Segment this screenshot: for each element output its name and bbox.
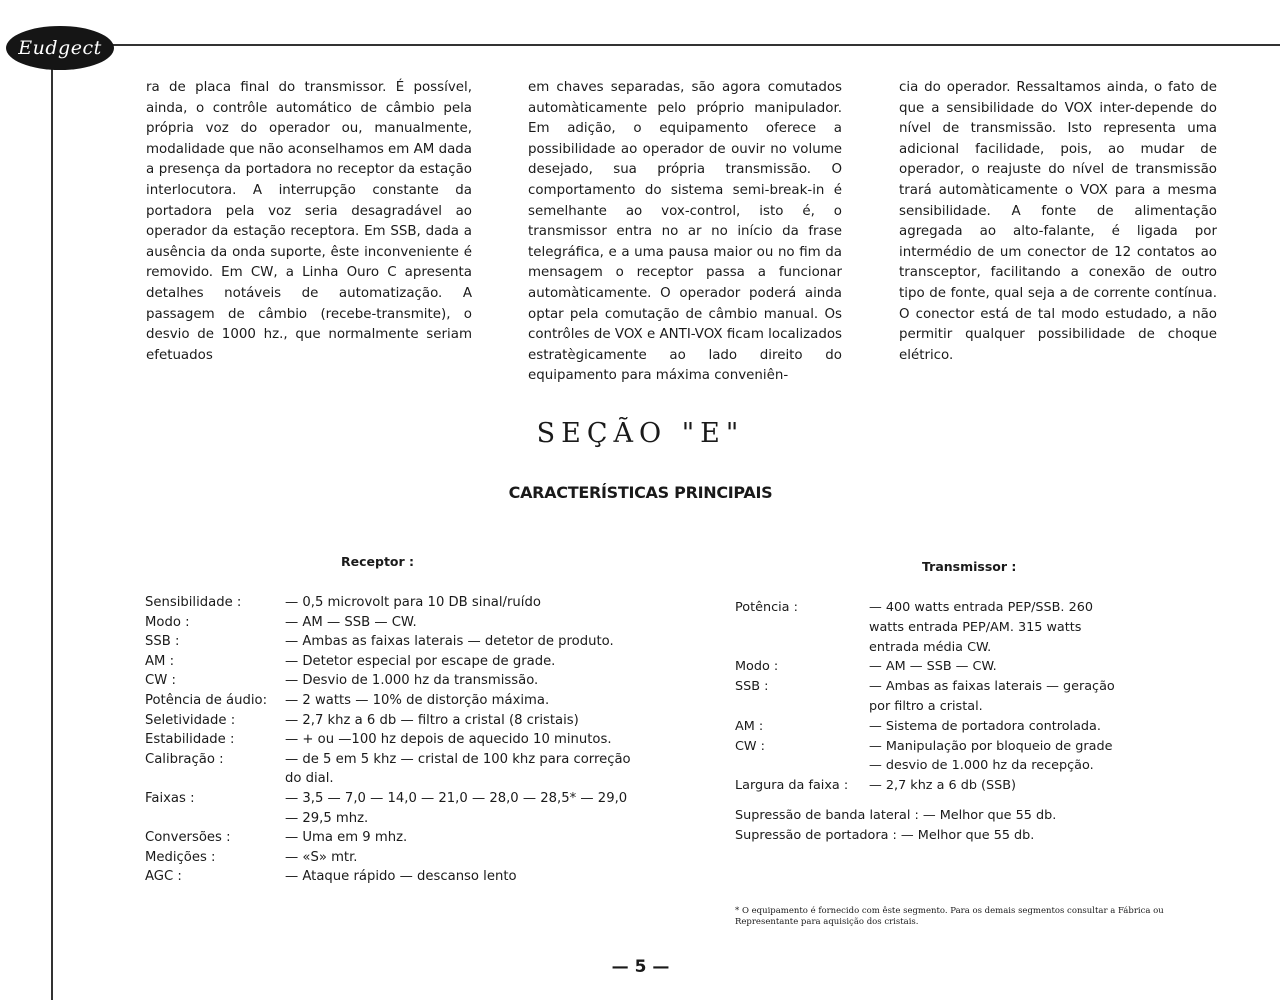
spec-label: SSB : xyxy=(145,634,180,650)
spec-row xyxy=(735,776,1115,796)
spec-value: — Detetor especial por escape de grade. xyxy=(285,653,556,669)
spec-label: Modo : xyxy=(735,659,779,675)
spec-row xyxy=(735,677,1115,717)
spec-value: — Ambas as faixas laterais — geração por filtro a cristal. xyxy=(869,679,1115,714)
footnote: * O equipamento é fornecido com êste segmento. Para os demais segmentos consultar a Fábrica ou Representante para aquisição dos cristais. xyxy=(735,906,1164,927)
spec-value: — 400 watts entrada PEP/SSB. 260 watts entrada PEP/AM. 315 watts entrada média CW. xyxy=(869,600,1093,655)
spec-label: SSB : xyxy=(735,679,769,695)
spec-label: CW : xyxy=(735,738,765,754)
spec-row xyxy=(145,652,633,672)
text-column-3 xyxy=(899,78,1217,366)
spec-value: — Ataque rápido — descanso lento xyxy=(285,869,517,885)
left-margin-rule xyxy=(51,40,53,1000)
brand-logo-text: Eudgect xyxy=(18,37,102,59)
spec-label: Medições : xyxy=(145,849,216,865)
spec-value: — Uma em 9 mhz. xyxy=(285,830,408,846)
text-column-2 xyxy=(528,78,842,387)
transmitter-spec-table xyxy=(735,598,1115,796)
paragraph: ra de placa final do transmissor. É possível, ainda, o contrôle automático de câmbio pela própria voz do operador ou, manualmente, modalidade que não aconselhamos em AM dada a presença da portadora no receptor da estação interlocutora. A interrupção constante da portadora pela voz seria desagradável ao operador da estação receptora. Em SSB, dada a ausência da onda suporte, êste inconveniente é removido. Em CW, a Linha Ouro C apresenta detalhes notáveis de automatização. A passagem de câmbio (recebe-transmite), o desvio de 1000 hz., que normalmente seriam efetuados xyxy=(146,80,472,363)
spec-value: — Ambas as faixas laterais — detetor de produto. xyxy=(285,634,614,650)
spec-value: — 2,7 khz a 6 db (SSB) xyxy=(869,778,1017,794)
spec-row xyxy=(145,789,633,828)
spec-value: — AM — SSB — CW. xyxy=(869,659,997,675)
spec-value: — Desvio de 1.000 hz da transmissão. xyxy=(285,673,539,689)
spec-row xyxy=(735,598,1115,657)
spec-value: — de 5 em 5 khz — cristal de 100 khz para correção do dial. xyxy=(285,751,631,787)
spec-row xyxy=(145,828,633,848)
spec-value: — 3,5 — 7,0 — 14,0 — 21,0 — 28,0 — 28,5* — 29,0 — 29,5 mhz. xyxy=(285,790,628,826)
brand-logo xyxy=(6,26,114,70)
spec-value: — Manipulação por bloqueio de grade — desvio de 1.000 hz da recepção. xyxy=(869,738,1113,774)
spec-label: Modo : xyxy=(145,614,190,630)
spec-label: CW : xyxy=(145,673,176,689)
spec-value: — 0,5 microvolt para 10 DB sinal/ruído xyxy=(285,595,541,610)
spec-row xyxy=(145,848,633,868)
spec-label: AM : xyxy=(735,718,764,734)
spec-label: Seletividade : xyxy=(145,712,236,728)
spec-label: Estabilidade : xyxy=(145,732,235,748)
spec-row xyxy=(145,867,633,887)
spec-row xyxy=(145,691,633,711)
top-header-rule xyxy=(100,44,1280,46)
spec-value: — 2 watts — 10% de distorção máxima. xyxy=(285,692,550,708)
spec-label: Potência : xyxy=(735,600,798,615)
transmitter-extra-line: Supressão de banda lateral : — Melhor que 55 db. xyxy=(735,808,1057,823)
spec-row xyxy=(145,593,633,613)
text-column-1 xyxy=(146,78,472,366)
section-heading: SEÇÃO "E" xyxy=(536,418,745,449)
spec-label: AM : xyxy=(145,653,175,669)
transmitter-extra-line: Supressão de portadora : — Melhor que 55 db. xyxy=(735,828,1035,843)
spec-value: — 2,7 khz a 6 db — filtro a cristal (8 cristais) xyxy=(285,712,579,728)
spec-row xyxy=(735,657,1115,677)
spec-value: — Sistema de portadora controlada. xyxy=(869,718,1101,734)
section-subheading: CARACTERÍSTICAS PRINCIPAIS xyxy=(508,483,773,502)
paragraph: em chaves separadas, são agora comutados automàticamente pelo próprio manipulador. Em adição, o equipamento oferece a possibilidade ao operador de ouvir no volume desejado, sua própria transmissão. O comportamento do sistema semi-break-in é semelhante ao vox-control, isto é, o transmissor entra no ar no início da frase telegráfica, e a uma pausa maior ou no fim da mensagem o receptor passa a funcionar automàticamente. O operador poderá ainda optar pela comutação de câmbio manual. Os contrôles de VOX e ANTI-VOX ficam localizados estratègicamente ao lado direito do equipamento para máxima conveniên- xyxy=(528,80,842,384)
page-number: — 5 — xyxy=(611,957,670,977)
spec-label: Sensibilidade : xyxy=(145,595,242,610)
spec-row xyxy=(145,632,633,652)
spec-row xyxy=(735,737,1115,777)
spec-label: Largura da faixa : xyxy=(735,778,849,794)
spec-label: Potência de áudio: xyxy=(145,692,268,708)
spec-value: — AM — SSB — CW. xyxy=(285,614,417,630)
spec-label: AGC : xyxy=(145,869,182,885)
spec-row xyxy=(145,711,633,731)
spec-value: — «S» mtr. xyxy=(285,849,358,865)
spec-label: Calibração : xyxy=(145,751,224,767)
paragraph: cia do operador. Ressaltamos ainda, o fato de que a sensibilidade do VOX inter-depende do nível de transmissão. Isto representa uma adicional facilidade, pois, ao mudar de operador, o reajuste do nível de transmissão trará automàticamente o VOX para a mesma sensibilidade. A fonte de alimentação agregada ao alto-falante, é ligada por intermédio de um conector de 12 contatos ao transceptor, facilitando a conexão de outro tipo de fonte, qual seja a de corrente contínua. O conector está de tal modo estudado, a não permitir qualquer possibilidade de choque elétrico. xyxy=(899,80,1217,363)
spec-value: — + ou —100 hz depois de aquecido 10 minutos. xyxy=(285,732,612,748)
spec-row xyxy=(145,671,633,691)
spec-row xyxy=(145,730,633,750)
spec-row xyxy=(145,750,633,789)
spec-row xyxy=(145,613,633,633)
receiver-spec-table xyxy=(145,593,633,887)
receiver-title: Receptor : xyxy=(341,554,415,569)
spec-row xyxy=(735,717,1115,737)
spec-label: Conversões : xyxy=(145,830,231,846)
spec-label: Faixas : xyxy=(145,790,195,806)
transmitter-title: Transmissor : xyxy=(922,559,1017,574)
